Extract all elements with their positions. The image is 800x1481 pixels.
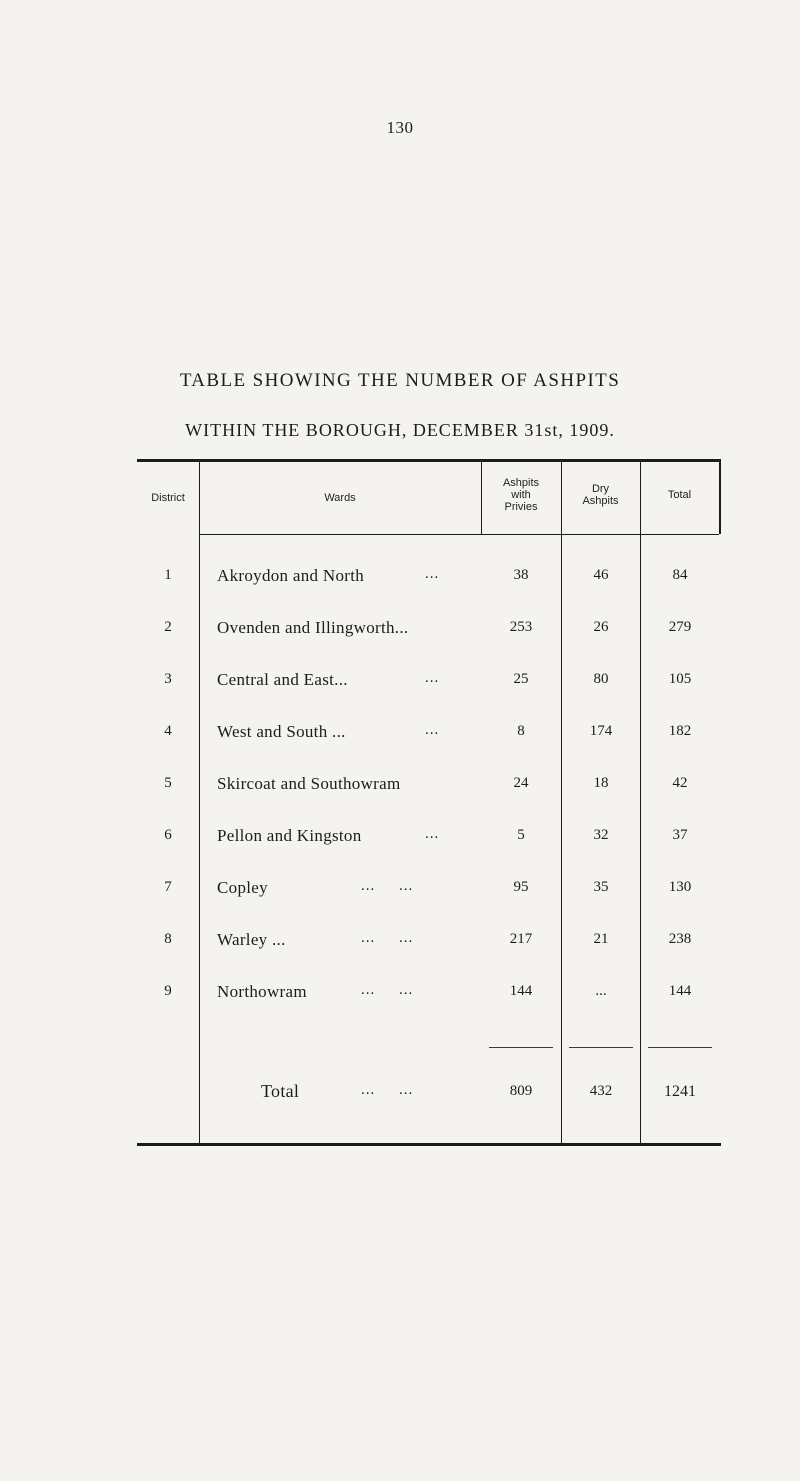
column-divider	[640, 462, 641, 1143]
header-ashpits-with-privies	[481, 477, 561, 513]
cell-privies: 217	[509, 931, 533, 947]
cell-district: 5	[164, 775, 172, 791]
cell-total: 37	[672, 827, 688, 843]
cell-dry: 32	[593, 827, 609, 843]
totals-label: Total	[261, 1081, 300, 1101]
total-rule	[648, 1047, 712, 1048]
total-rule	[489, 1047, 553, 1048]
cell-ward: Northowram	[217, 982, 307, 1001]
header-dry-ashpits	[561, 483, 640, 507]
cell-district: 9	[164, 983, 172, 999]
cell-privies: 38	[513, 567, 529, 583]
cell-total: 105	[668, 671, 692, 687]
header-total: Total	[667, 489, 692, 501]
ashpits-table	[137, 459, 721, 1481]
cell-ward: Warley ...	[217, 930, 286, 949]
cell-leader-dots: ... ...	[361, 982, 414, 998]
table-title-line-1: TABLE SHOWING THE NUMBER OF ASHPITS	[179, 370, 621, 391]
cell-ward: West and South ...	[217, 722, 346, 741]
cell-privies: 8	[517, 723, 525, 739]
cell-dry: 18	[593, 775, 609, 791]
cell-dry: ...	[595, 983, 607, 999]
cell-dry: 21	[593, 931, 609, 947]
cell-total: 279	[668, 619, 692, 635]
table-bottom-rule	[137, 1143, 721, 1146]
cell-district: 3	[164, 671, 172, 687]
cell-privies: 25	[513, 671, 529, 687]
cell-total: 84	[672, 567, 688, 583]
cell-ward: Pellon and Kingston	[217, 826, 362, 845]
totals-total: 1241	[664, 1083, 696, 1100]
cell-district: 1	[164, 567, 172, 583]
cell-leader-dots: ... ...	[361, 878, 414, 894]
totals-dry: 432	[589, 1083, 613, 1099]
header-rule	[199, 534, 719, 535]
cell-dry: 46	[593, 567, 609, 583]
cell-privies: 253	[509, 619, 533, 635]
table-right-border	[719, 462, 721, 534]
cell-district: 2	[164, 619, 172, 635]
cell-dry: 26	[593, 619, 609, 635]
cell-privies: 5	[517, 827, 525, 843]
cell-ward: Skircoat and Southowram	[217, 774, 401, 793]
column-divider	[199, 462, 200, 1143]
cell-ward: Copley	[217, 878, 268, 897]
totals-privies: 809	[509, 1083, 533, 1099]
totals-leader-dots: ... ...	[361, 1082, 414, 1098]
cell-leader-dots: ...	[425, 566, 440, 582]
cell-privies: 144	[509, 983, 533, 999]
cell-district: 6	[164, 827, 172, 843]
header-ashpits-with-privies-line: Ashpits	[502, 477, 540, 489]
header-ashpits-with-privies-line: with	[511, 489, 531, 501]
total-rule	[569, 1047, 633, 1048]
cell-total: 238	[668, 931, 692, 947]
header-wards: Wards	[324, 492, 356, 504]
cell-leader-dots: ...	[425, 826, 440, 842]
cell-leader-dots: ...	[425, 722, 440, 738]
cell-dry: 80	[593, 671, 609, 687]
cell-leader-dots: ... ...	[361, 930, 414, 946]
table-top-rule	[137, 459, 721, 462]
cell-privies: 95	[513, 879, 529, 895]
header-dry-ashpits-line: Ashpits	[582, 495, 619, 507]
cell-district: 7	[164, 879, 172, 895]
cell-ward: Akroydon and North	[217, 566, 365, 585]
cell-ward: Ovenden and Illingworth...	[217, 618, 409, 637]
cell-total: 42	[672, 775, 688, 791]
cell-ward: Central and East...	[217, 670, 348, 689]
cell-total: 144	[668, 983, 692, 999]
cell-dry: 35	[593, 879, 609, 895]
column-divider	[561, 535, 562, 1143]
cell-total: 130	[668, 879, 692, 895]
cell-total: 182	[668, 723, 692, 739]
header-dry-ashpits-line: Dry	[591, 483, 610, 495]
header-district: District	[151, 492, 185, 504]
header-ashpits-with-privies-line: Privies	[504, 501, 538, 513]
cell-dry: 174	[589, 723, 613, 739]
cell-privies: 24	[513, 775, 529, 791]
table-title-line-2: WITHIN THE BOROUGH, DECEMBER 31st, 1909.	[185, 420, 615, 440]
cell-district: 4	[164, 723, 172, 739]
cell-leader-dots: ...	[425, 670, 440, 686]
page-number: 130	[386, 118, 414, 137]
cell-district: 8	[164, 931, 172, 947]
